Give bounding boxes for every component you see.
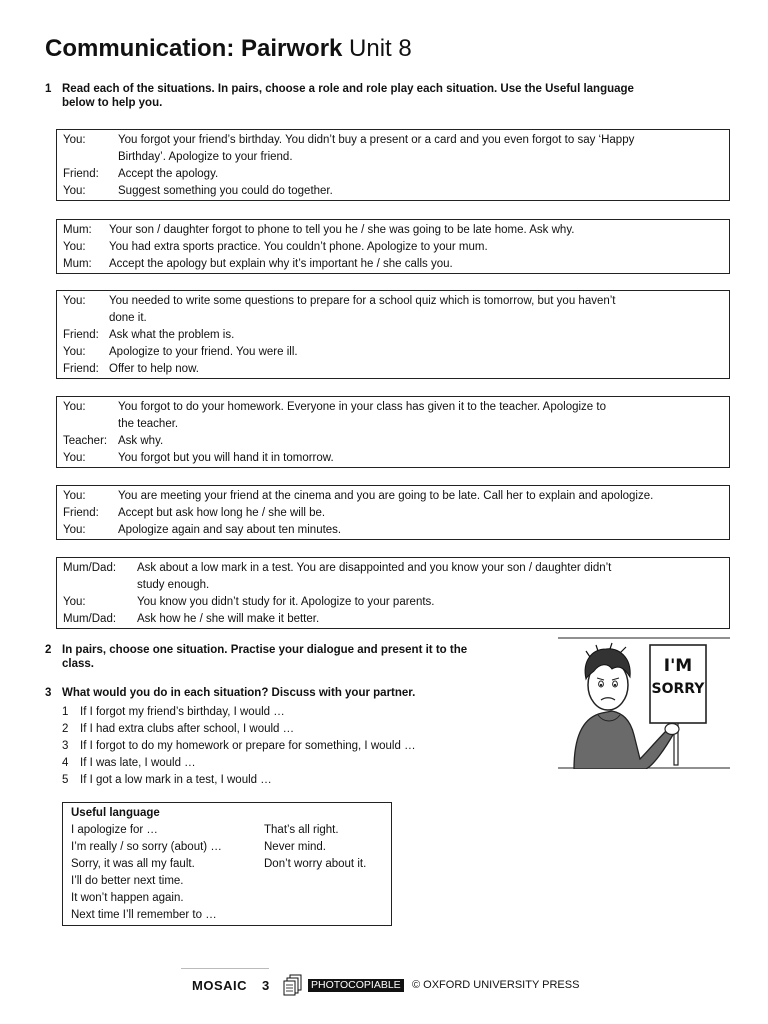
instruction-2 (45, 643, 545, 671)
dialogue-text: Accept but ask how long he / she will be. (118, 507, 326, 519)
instruction-text: class. (62, 658, 94, 670)
dialogue-text: Suggest something you could do together. (118, 185, 333, 197)
dialogue-text: Ask why. (118, 435, 164, 447)
phrase: I’m really / so sorry (about) … (71, 841, 222, 853)
brand-name: MOSAIC (192, 978, 247, 993)
situation-box-1 (56, 129, 730, 201)
response-phrases (264, 822, 389, 873)
item-text: If I forgot my friend’s birthday, I would … (80, 706, 285, 718)
speaker-label: You: (63, 185, 86, 197)
dialogue-text: You forgot to do your homework. Everyone in your class has given it to the teacher. Apologize to (118, 401, 606, 413)
phrase: I’ll do better next time. (71, 875, 184, 887)
instruction-text: Read each of the situations. In pairs, choose a role and role play each situation. Use the Useful language (62, 83, 634, 95)
dialogue-line (63, 293, 723, 310)
phrase: I apologize for … (71, 824, 158, 836)
phrase: That’s all right. (264, 824, 339, 836)
item-number: 5 (62, 774, 69, 786)
dialogue-line (63, 256, 723, 273)
dialogue-line (63, 416, 723, 433)
speaker-label: You: (63, 524, 86, 536)
phrase: Never mind. (264, 841, 326, 853)
dialogue-text: Offer to help now. (109, 363, 199, 375)
item-number: 2 (62, 723, 69, 735)
speaker-label: You: (63, 295, 86, 307)
item-number: 1 (62, 706, 69, 718)
phrase: It won’t happen again. (71, 892, 184, 904)
title-unit: Unit 8 (342, 35, 412, 62)
item-text: If I was late, I would … (80, 757, 196, 769)
speaker-label: You: (63, 452, 86, 464)
title-main: Communication: Pairwork (45, 35, 343, 62)
instruction-number: 3 (45, 687, 52, 699)
sign-text-line-1: I'M (663, 656, 693, 676)
situation-box-4 (56, 396, 730, 468)
dialogue-line (63, 488, 723, 505)
list-item (62, 755, 522, 772)
dialogue-line (63, 327, 723, 344)
speaker-label: Friend: (63, 363, 99, 375)
dialogue-text: Birthday’. Apologize to your friend. (118, 151, 293, 163)
phrase: Next time I’ll remember to … (71, 909, 217, 921)
speaker-label: Mum: (63, 258, 92, 270)
photocopy-icon (283, 974, 303, 996)
instruction-text: What would you do in each situation? Discuss with your partner. (62, 687, 416, 699)
instruction-3 (45, 686, 545, 700)
speaker-label: You: (63, 596, 86, 608)
phrase: Don’t worry about it. (264, 858, 367, 870)
dialogue-line (63, 222, 723, 239)
speaker-label: Mum: (63, 224, 92, 236)
speaker-label: Friend: (63, 168, 99, 180)
dialogue-text: done it. (109, 312, 147, 324)
dialogue-text: Your son / daughter forgot to phone to tell you he / she was going to be late home. Ask why. (109, 224, 575, 236)
dialogue-line (63, 310, 723, 327)
speaker-label: You: (63, 134, 86, 146)
situation-box-5 (56, 485, 730, 540)
brand-level: 3 (262, 978, 270, 993)
photocopiable-badge: PHOTOCOPIABLE (308, 979, 404, 992)
dialogue-text: You forgot your friend’s birthday. You didn’t buy a present or a card and you even forgot to say ‘Happy (118, 134, 635, 146)
dialogue-text: Accept the apology but explain why it’s important he / she calls you. (109, 258, 453, 270)
dialogue-text: You are meeting your friend at the cinema and you are going to be late. Call her to explain and apologize. (118, 490, 654, 502)
prompt-list (62, 704, 522, 789)
dialogue-line (63, 577, 723, 594)
list-item (62, 721, 522, 738)
speaker-label: Teacher: (63, 435, 108, 447)
dialogue-text: study enough. (137, 579, 210, 591)
dialogue-text: You needed to write some questions to prepare for a school quiz which is tomorrow, but you haven’t (109, 295, 616, 307)
speaker-label: Friend: (63, 507, 99, 519)
list-item (62, 704, 522, 721)
dialogue-text: Ask what the problem is. (109, 329, 235, 341)
situation-box-6 (56, 557, 730, 629)
dialogue-text: You forgot but you will hand it in tomorrow. (118, 452, 334, 464)
item-text: If I got a low mark in a test, I would … (80, 774, 272, 786)
dialogue-line (63, 149, 723, 166)
sign-text-line-2: SORRY (651, 681, 705, 697)
situation-box-3 (56, 290, 730, 379)
speaker-label: Mum/Dad: (63, 613, 117, 625)
item-number: 4 (62, 757, 69, 769)
speaker-label: Mum/Dad: (63, 562, 117, 574)
dialogue-line (63, 611, 723, 628)
page-footer (0, 968, 768, 1008)
dialogue-line (63, 361, 723, 378)
list-item (62, 772, 522, 789)
dialogue-line (63, 239, 723, 256)
dialogue-line (63, 522, 723, 539)
dialogue-text: You know you didn’t study for it. Apologize to your parents. (137, 596, 435, 608)
instruction-text: In pairs, choose one situation. Practise your dialogue and present it to the (62, 644, 468, 656)
dialogue-line (63, 344, 723, 361)
speaker-label: You: (63, 490, 86, 502)
dialogue-line (63, 399, 723, 416)
apology-phrases (71, 822, 261, 924)
dialogue-text: Accept the apology. (118, 168, 219, 180)
instruction-number: 1 (45, 83, 52, 95)
dialogue-text: Ask how he / she will make it better. (137, 613, 320, 625)
speaker-label: You: (63, 241, 86, 253)
dialogue-line (63, 166, 723, 183)
speaker-label: You: (63, 346, 86, 358)
dialogue-line (63, 594, 723, 611)
speaker-label: You: (63, 401, 86, 413)
phrase: Sorry, it was all my fault. (71, 858, 195, 870)
useful-language-box (62, 802, 392, 926)
list-item (62, 738, 522, 755)
instruction-number: 2 (45, 644, 52, 656)
dialogue-text: Apologize to your friend. You were ill. (109, 346, 298, 358)
dialogue-text: Ask about a low mark in a test. You are disappointed and you know your son / daughter didn’t (137, 562, 612, 574)
dialogue-line (63, 560, 723, 577)
instruction-1 (45, 82, 725, 110)
sorry-boy-illustration (558, 637, 730, 769)
publisher-credit: © OXFORD UNIVERSITY PRESS (412, 979, 580, 991)
item-text: If I had extra clubs after school, I would … (80, 723, 295, 735)
useful-language-title: Useful language (71, 807, 160, 819)
item-number: 3 (62, 740, 69, 752)
item-text: If I forgot to do my homework or prepare for something, I would … (80, 740, 416, 752)
dialogue-line (63, 450, 723, 467)
speaker-label: Friend: (63, 329, 99, 341)
instruction-text: below to help you. (62, 97, 163, 109)
page-title (45, 34, 412, 64)
dialogue-line (63, 433, 723, 450)
dialogue-line (63, 132, 723, 149)
dialogue-line (63, 505, 723, 522)
dialogue-text: You had extra sports practice. You couldn’t phone. Apologize to your mum. (109, 241, 488, 253)
dialogue-text: the teacher. (118, 418, 179, 430)
dialogue-text: Apologize again and say about ten minutes. (118, 524, 342, 536)
footer-rule (181, 968, 269, 969)
dialogue-line (63, 183, 723, 200)
situation-box-2 (56, 219, 730, 274)
